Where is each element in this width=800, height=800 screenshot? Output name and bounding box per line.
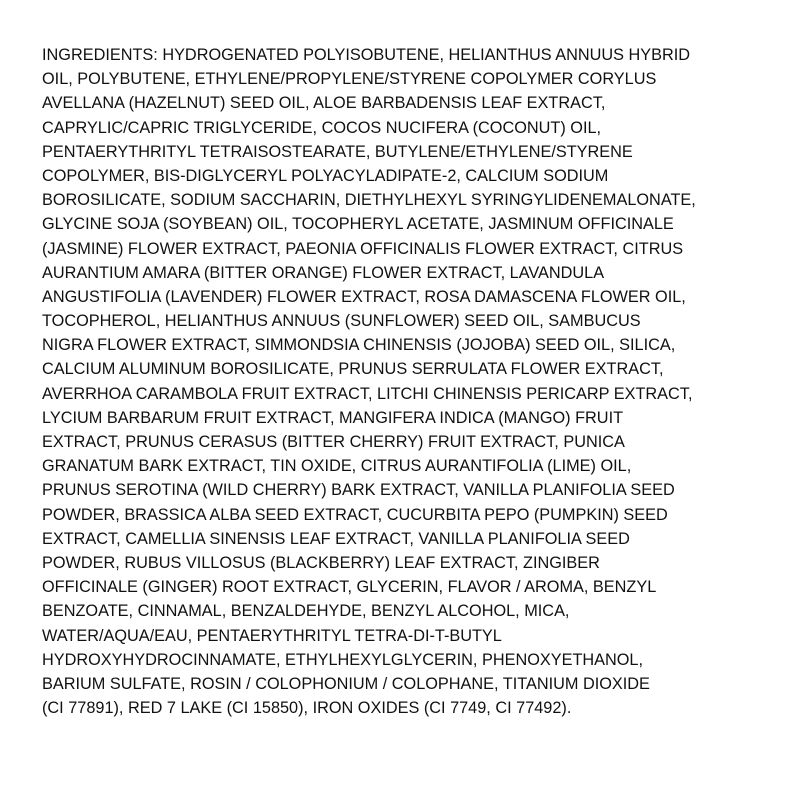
ingredients-text (42, 43, 772, 720)
ingredients-line-28: (CI 77891), RED 7 LAKE (CI 15850), IRON OXIDES (CI 7749, CI 77492). (42, 699, 572, 718)
ingredients-line-14: CALCIUM ALUMINUM BOROSILICATE, PRUNUS SERRULATA FLOWER EXTRACT, (42, 360, 664, 379)
ingredients-line-5: PENTAERYTHRITYL TETRAISOSTEARATE, BUTYLENE/ETHYLENE/STYRENE (42, 142, 633, 161)
ingredients-line-10: AURANTIUM AMARA (BITTER ORANGE) FLOWER EXTRACT, LAVANDULA (42, 263, 605, 282)
ingredients-line-6: COPOLYMER, BIS-DIGLYCERYL POLYACYLADIPATE-2, CALCIUM SODIUM (42, 166, 609, 185)
ingredients-line-20: POWDER, BRASSICA ALBA SEED EXTRACT, CUCURBITA PEPO (PUMPKIN) SEED (42, 505, 668, 524)
ingredients-line-25: WATER/AQUA/EAU, PENTAERYTHRITYL TETRA-DI-T-BUTYL (42, 626, 502, 645)
ingredients-line-17: EXTRACT, PRUNUS CERASUS (BITTER CHERRY) FRUIT EXTRACT, PUNICA (42, 433, 625, 451)
ingredients-line-24: BENZOATE, CINNAMAL, BENZALDEHYDE, BENZYL ALCOHOL, MICA, (42, 602, 570, 621)
ingredients-line-4: CAPRYLIC/CAPRIC TRIGLYCERIDE, COCOS NUCIFERA (COCONUT) OIL, (42, 118, 602, 137)
ingredients-line-21: EXTRACT, CAMELLIA SINENSIS LEAF EXTRACT, VANILLA PLANIFOLIA SEED (42, 529, 630, 548)
ingredients-line-27: BARIUM SULFATE, ROSIN / COLOPHONIUM / COLOPHANE, TITANIUM DIOXIDE (42, 674, 650, 693)
ingredients-line-12: TOCOPHEROL, HELIANTHUS ANNUUS (SUNFLOWER) SEED OIL, SAMBUCUS (42, 312, 641, 331)
ingredients-line-18: GRANATUM BARK EXTRACT, TIN OXIDE, CITRUS AURANTIFOLIA (LIME) OIL, (42, 457, 632, 476)
ingredients-line-22: POWDER, RUBUS VILLOSUS (BLACKBERRY) LEAF EXTRACT, ZINGIBER (42, 553, 600, 572)
ingredients-line-9: (JASMINE) FLOWER EXTRACT, PAEONIA OFFICINALIS FLOWER EXTRACT, CITRUS (42, 239, 684, 258)
ingredients-line-7: BOROSILICATE, SODIUM SACCHARIN, DIETHYLHEXYL SYRINGYLIDENEMALONATE, (42, 191, 696, 210)
ingredients-line-26: HYDROXYHYDROCINNAMATE, ETHYLHEXYLGLYCERIN, PHENOXYETHANOL, (42, 650, 644, 669)
ingredients-line-16: LYCIUM BARBARUM FRUIT EXTRACT, MANGIFERA INDICA (MANGO) FRUIT (42, 408, 624, 427)
ingredients-line-15: AVERRHOA CARAMBOLA FRUIT EXTRACT, LITCHI CHINENSIS PERICARP EXTRACT, (42, 384, 693, 403)
ingredients-line-23: OFFICINALE (GINGER) ROOT EXTRACT, GLYCERIN, FLAVOR / AROMA, BENZYL (42, 578, 657, 597)
ingredients-line-11: ANGUSTIFOLIA (LAVENDER) FLOWER EXTRACT, ROSA DAMASCENA FLOWER OIL, (42, 287, 686, 306)
ingredients-line-3: AVELLANA (HAZELNUT) SEED OIL, ALOE BARBADENSIS LEAF EXTRACT, (42, 94, 606, 113)
ingredients-line-13: NIGRA FLOWER EXTRACT, SIMMONDSIA CHINENSIS (JOJOBA) SEED OIL, SILICA, (42, 336, 676, 355)
ingredients-line-8: GLYCINE SOJA (SOYBEAN) OIL, TOCOPHERYL ACETATE, JASMINUM OFFICINALE (42, 215, 674, 234)
ingredients-line-19: PRUNUS SEROTINA (WILD CHERRY) BARK EXTRACT, VANILLA PLANIFOLIA SEED (42, 481, 675, 500)
ingredients-line-1: INGREDIENTS: HYDROGENATED POLYISOBUTENE, HELIANTHUS ANNUUS HYBRID (42, 46, 691, 64)
ingredients-line-2: OIL, POLYBUTENE, ETHYLENE/PROPYLENE/STYRENE COPOLYMER CORYLUS (42, 70, 657, 89)
